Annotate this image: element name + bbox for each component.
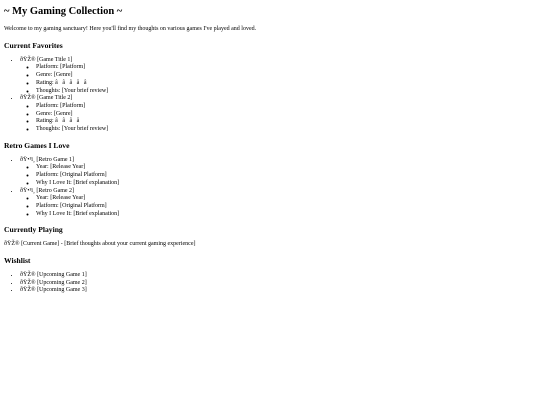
thoughts-field: ◦ Thoughts: [Your brief review] [36, 126, 536, 134]
retro-heading: Retro Games I Love [4, 140, 70, 150]
game-title: [Game Title 2] [37, 95, 73, 102]
joystick-icon: ðŸ•¹ï¸ [20, 156, 35, 163]
game-controller-icon: ðŸŽ® [20, 287, 36, 294]
wishlist-item [20, 287, 536, 295]
game-controller-icon: ðŸŽ® [4, 241, 20, 248]
game-title: [Game Title 1] [37, 56, 73, 63]
why-field: ◦ Why I Love It: [Brief explanation] [36, 180, 536, 188]
thoughts-field: ◦ Thoughts: [Your brief review] [36, 88, 536, 96]
retro-details [20, 195, 536, 218]
why-field: ◦ Why I Love It: [Brief explanation] [36, 211, 536, 219]
game-controller-icon: ðŸŽ® [20, 56, 36, 63]
game-title: [Retro Game 2] [36, 187, 75, 194]
game-controller-icon: ðŸŽ® [20, 272, 36, 279]
platform-field: ◦ Platform: [Original Platform] [36, 172, 536, 180]
retro-details [20, 164, 536, 187]
favorites-list [4, 57, 536, 134]
wishlist-item [20, 272, 536, 280]
playing-heading: Currently Playing [4, 225, 63, 235]
game-title: [Retro Game 1] [36, 156, 75, 163]
genre-field: ◦ Genre: [Genre] [36, 111, 536, 119]
year-field: ◦ Year: [Release Year] [36, 164, 536, 172]
current-game-description: [Current Game] - [Brief thoughts about your current gaming experience] [21, 241, 196, 248]
favorites-heading: Current Favorites [4, 40, 63, 50]
joystick-icon: ðŸ•¹ï¸ [20, 187, 35, 194]
intro-text: Welcome to my gaming sanctuary! Here you'll find my thoughts on various games I've played and loved. [4, 26, 257, 32]
wishlist-list [4, 272, 536, 295]
favorite-item [20, 95, 536, 134]
retro-list [4, 157, 536, 219]
favorite-item [20, 57, 536, 96]
wishlist-game-title: [Upcoming Game 2] [37, 279, 87, 286]
wishlist-game-title: [Upcoming Game 1] [37, 272, 87, 279]
genre-field: ◦ Genre: [Genre] [36, 72, 536, 80]
current-game-text [4, 241, 536, 249]
game-controller-icon: ðŸŽ® [20, 95, 36, 102]
game-controller-icon: ðŸŽ® [20, 279, 36, 286]
year-field: ◦ Year: [Release Year] [36, 195, 536, 203]
wishlist-heading: Wishlist [4, 256, 31, 266]
platform-field: ◦ Platform: [Original Platform] [36, 203, 536, 211]
favorite-details [20, 64, 536, 95]
wishlist-game-title: [Upcoming Game 3] [37, 287, 87, 294]
retro-item [20, 157, 536, 188]
favorite-details [20, 103, 536, 134]
rating-field: ◦ Rating: â â â â [36, 118, 536, 126]
page-title: ~ My Gaming Collection ~ [4, 6, 123, 17]
platform-field: ◦ Platform: [Platform] [36, 103, 536, 111]
wishlist-item [20, 280, 536, 288]
rating-field: ◦ Rating: â â â â â [36, 80, 536, 88]
platform-field: ◦ Platform: [Platform] [36, 64, 536, 72]
retro-item [20, 188, 536, 219]
